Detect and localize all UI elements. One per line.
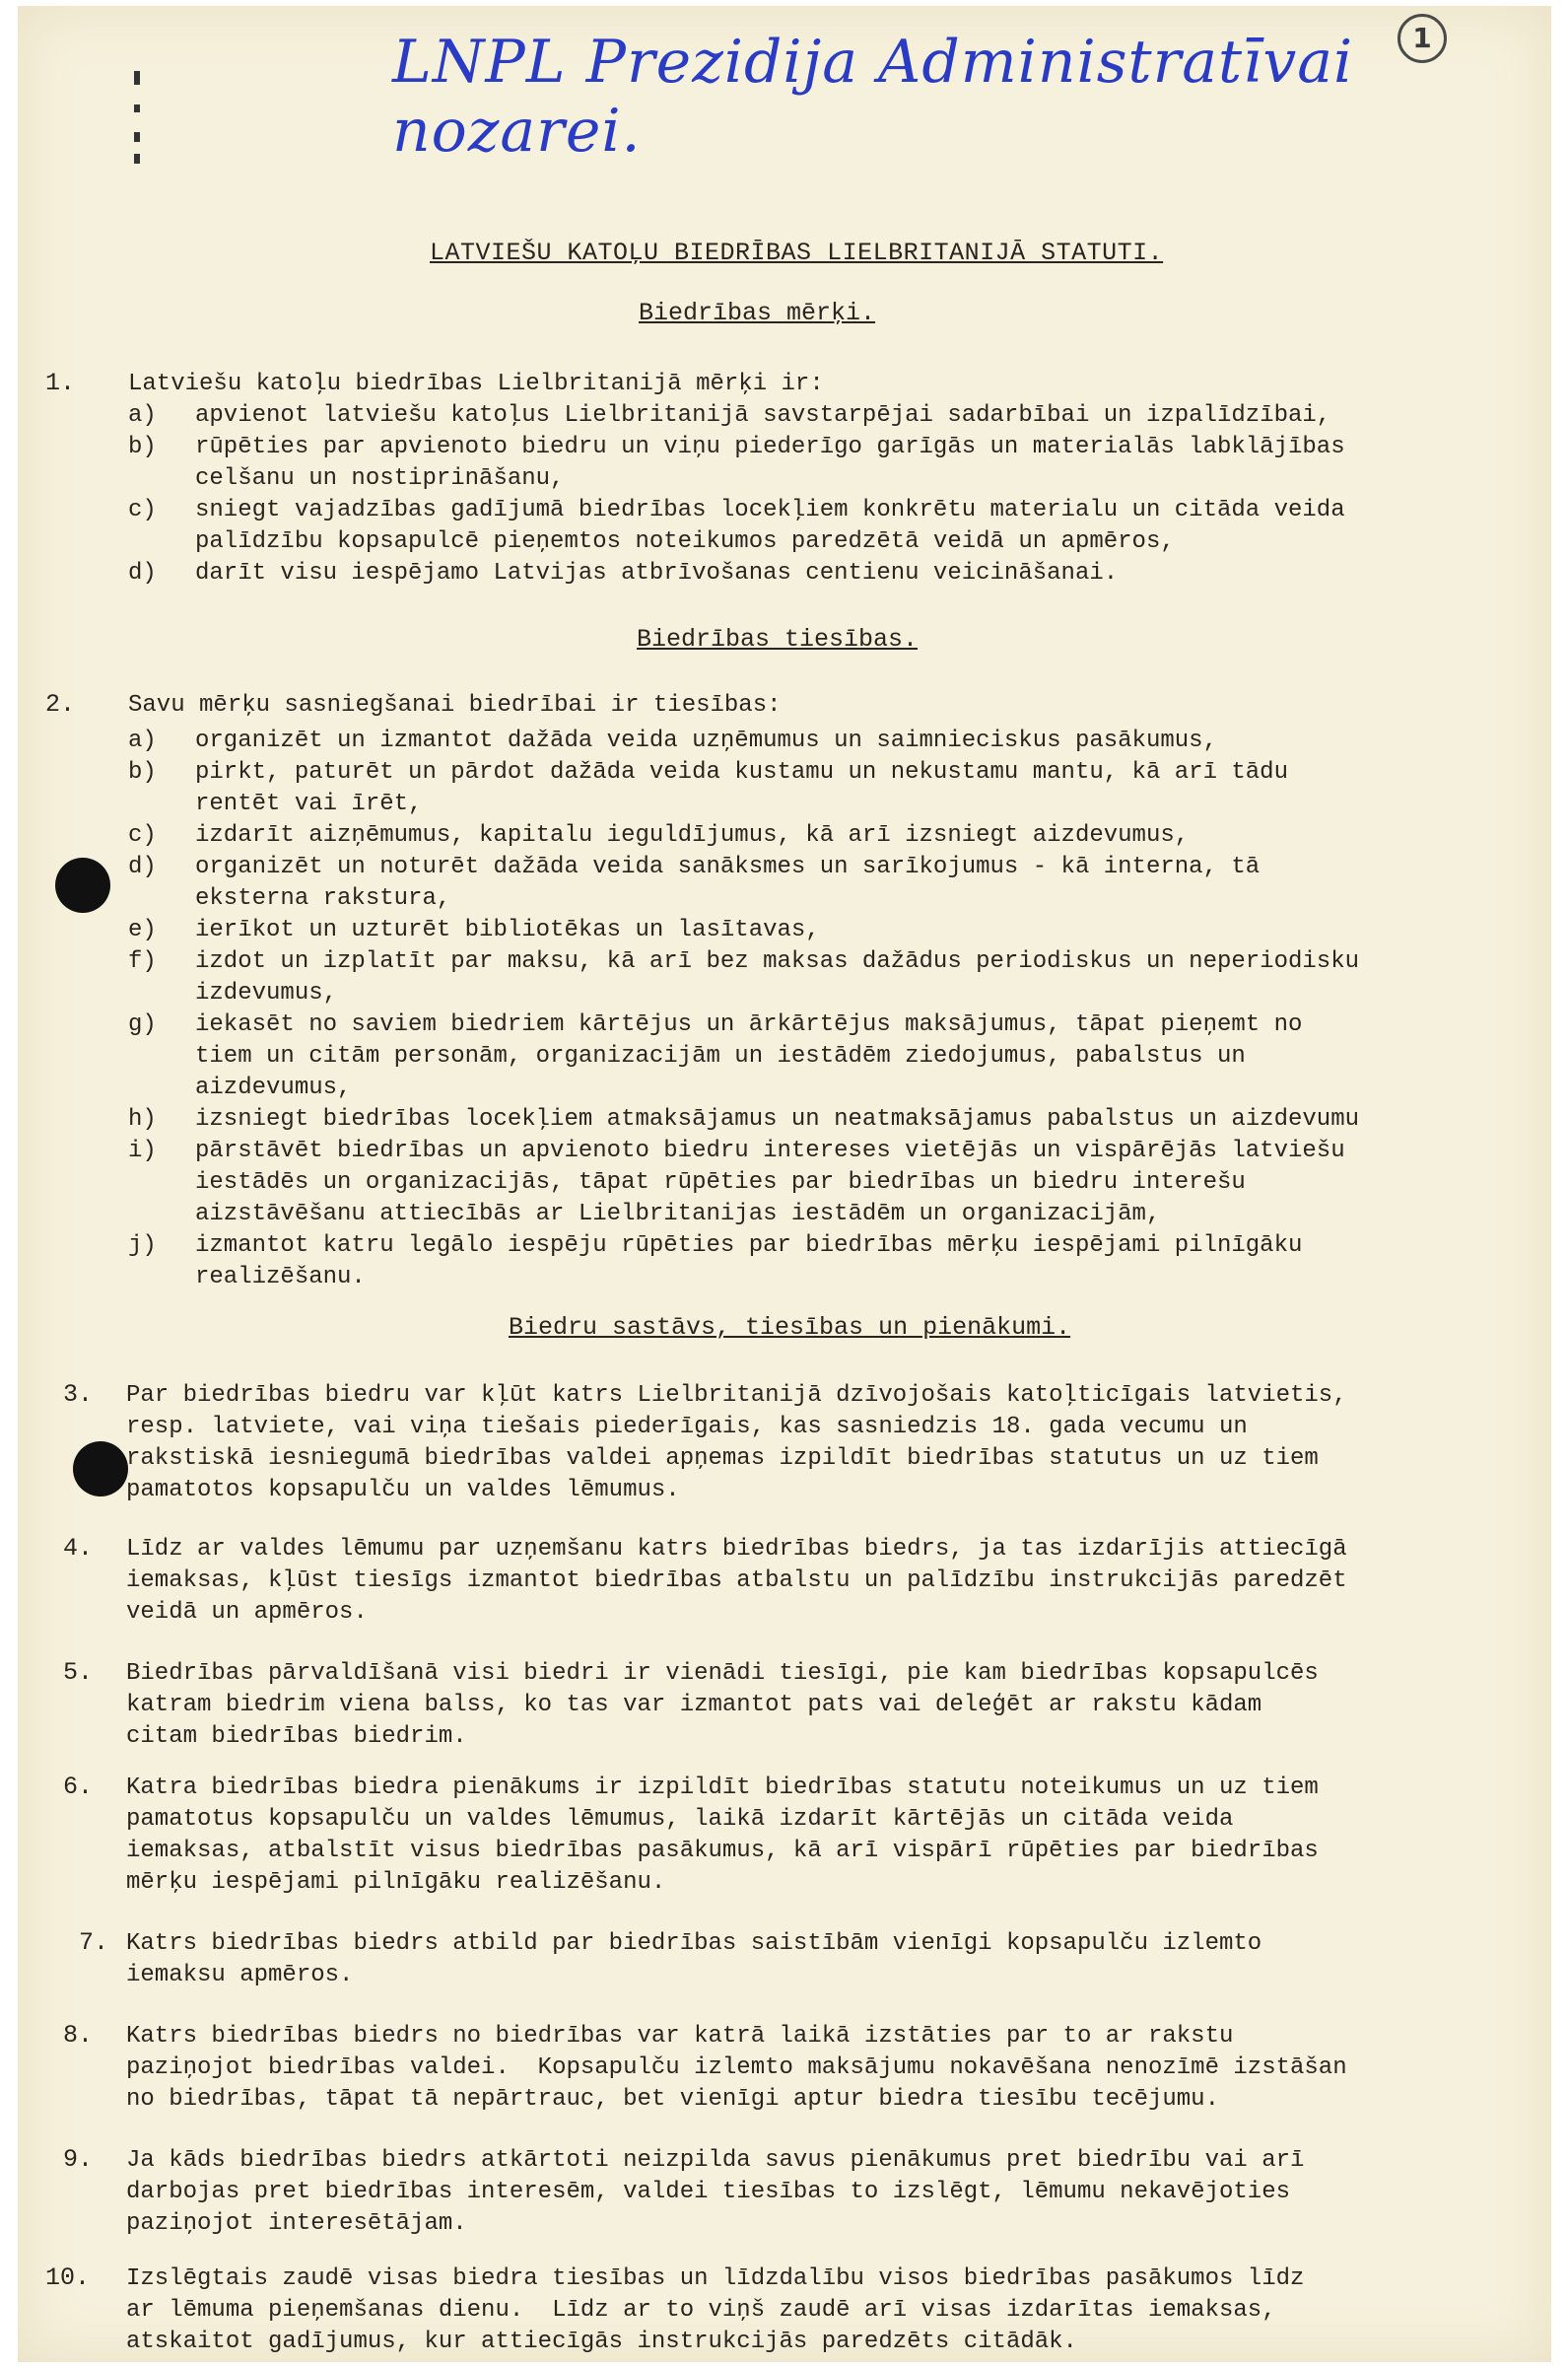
paragraph-number: 9. <box>63 2145 94 2174</box>
paragraph-text: Ja kāds biedrības biedrs atkārtoti neizpilda savus pienākumus pret biedrību vai arī darbojas pret biedrības interesēm, valdei tiesības to izslēgt, lēmumu nekavējoties paziņojot interesētājam. <box>126 2147 1305 2237</box>
list-item-letter: h) <box>128 1106 157 1133</box>
list-item-letter: c) <box>128 822 157 849</box>
list-item-text: organizēt un noturēt dažāda veida sanāksmes un sarīkojumus - kā interna, tā eksterna rakstura, <box>195 854 1261 912</box>
section-heading-tiesibas: Biedrības tiesības. <box>637 625 919 654</box>
paragraph-text: Biedrības pārvaldīšanā visi biedri ir vienādi tiesīgi, pie kam biedrības kopsapulcēs katram biedrim viena balss, ko tas var izmantot pats vai deleģēt ar rakstu kādam citam biedrības biedrim. <box>126 1660 1319 1750</box>
list-item-text: ierīkot un uzturēt bibliotēkas un lasītavas, <box>195 917 820 943</box>
paragraph-text: Katrs biedrības biedrs no biedrības var katrā laikā izstāties par to ar rakstu paziņojot biedrības valdei. Kopsapulču izlemto maksājumu nokavēšana nenozīmē izstāšan no biedrības, tāpat tā nepārtrauc, bet vienīgi aptur biedra tiesību tecējumu. <box>126 2023 1347 2113</box>
margin-mark <box>134 132 140 142</box>
list-item-letter: d) <box>128 854 157 880</box>
paragraph-text: Latviešu katoļu biedrības Lielbritanijā mērķi ir: <box>128 371 824 397</box>
list-item-text: organizēt un izmantot dažāda veida uzņēmumus un saimnieciskus pasākumus, <box>195 728 1217 754</box>
list-item-text: sniegt vajadzības gadījumā biedrības locekļiem konkrētu materialu un citāda veida palīdzību kopsapulcē pieņemtos noteikumos paredzētā veidā un apmēros, <box>195 497 1345 555</box>
paragraph-number: 7. <box>79 1928 109 1957</box>
list-item-letter: c) <box>128 497 157 523</box>
punch-hole <box>73 1441 128 1496</box>
list-item-text: izmantot katru legālo iespēju rūpēties par biedrības mērķu iespējami pilnīgāku realizēšanu. <box>195 1232 1303 1290</box>
paragraph-number: 8. <box>63 2021 94 2050</box>
document-title: LATVIEŠU KATOĻU BIEDRĪBAS LIELBRITANIJĀ STATUTI. <box>430 239 1164 267</box>
list-item-text: izdot un izplatīt par maksu, kā arī bez maksas dažādus periodiskus un neperiodisku izdevumus, <box>195 948 1359 1007</box>
margin-mark <box>134 154 140 164</box>
paragraph-number: 2. <box>45 690 76 719</box>
paragraph-number: 6. <box>63 1773 94 1801</box>
list-item-text: izsniegt biedrības locekļiem atmaksājamus un neatmaksājamus pabalstus un aizdevumu <box>195 1106 1359 1133</box>
list-item-letter: g) <box>128 1011 157 1038</box>
list-item-letter: b) <box>128 434 157 460</box>
paragraph-text: Savu mērķu sasniegšanai biedrībai ir tiesības: <box>128 692 782 719</box>
list-item-letter: i) <box>128 1138 157 1164</box>
paragraph-number: 5. <box>63 1658 94 1687</box>
paragraph-text: Izslēgtais zaudē visas biedra tiesības un līdzdalību visos biedrības pasākumos līdz ar lēmuma pieņemšanas dienu. Līdz ar to viņš zaudē arī visas izdarītas iemaksas, atskaitot gadījumus, kur attiecīgās instrukcijās paredzēts citādāk. <box>126 2265 1305 2355</box>
paragraph-text: Katra biedrības biedra pienākums ir izpildīt biedrības statutu noteikumus un uz tiem pamatotus kopsapulču un valdes lēmumus, laikā izdarīt kārtējās un citāda veida iemaksas, atbalstīt visus biedrības pasākumus, kā arī vispārī rūpēties par biedrības mērķu iespējami pilnīgāku realizēšanu. <box>126 1774 1319 1896</box>
list-item-letter: a) <box>128 728 157 754</box>
list-item-letter: e) <box>128 917 157 943</box>
paragraph-text: Par biedrības biedru var kļūt katrs Lielbritanijā dzīvojošais katoļticīgais latvietis, resp. latviete, vai viņa tiešais piederīgais, kas sasniedzis 18. gada vecumu un rakstiskā iesniegumā biedrības valdei apņemas izpildīt biedrības statutus un uz tiem pamatotos kopsapulču un valdes lēmumus. <box>126 1382 1347 1503</box>
paragraph-text: Katrs biedrības biedrs atbild par biedrības saistībām vienīgi kopsapulču izlemto iemaksu apmēros. <box>126 1930 1262 1988</box>
paragraph-number: 10. <box>45 2263 91 2292</box>
list-item-text: rūpēties par apvienoto biedru un viņu piederīgo garīgās un materialās labklājības celšanu un nostiprināšanu, <box>195 434 1345 492</box>
margin-mark <box>134 71 140 85</box>
list-item-text: apvienot latviešu katoļus Lielbritanijā savstarpējai sadarbībai un izpalīdzībai, <box>195 402 1331 429</box>
handwritten-header: LNPL Prezidija Administratīvai nozarei. <box>392 28 1354 166</box>
paragraph-number: 4. <box>63 1534 94 1563</box>
section-heading-sastavs: Biedru sastāvs, tiesības un pienākumi. <box>509 1313 1071 1342</box>
list-item-text: pirkt, paturēt un pārdot dažāda veida kustamu un nekustamu mantu, kā arī tādu rentēt vai īrēt, <box>195 759 1288 817</box>
list-item-text: izdarīt aizņēmumus, kapitalu ieguldījumus, kā arī izsniegt aizdevumus, <box>195 822 1190 849</box>
paragraph-text: Līdz ar valdes lēmumu par uzņemšanu katrs biedrības biedrs, ja tas izdarījis attiecīgā iemaksas, kļūst tiesīgs izmantot biedrības atbalstu un palīdzību instrukcijās paredzēt veidā un apmēros. <box>126 1536 1347 1626</box>
list-item-letter: d) <box>128 560 157 587</box>
paragraph-number: 1. <box>45 369 76 397</box>
list-item-letter: a) <box>128 402 157 429</box>
document-page <box>18 6 1551 2362</box>
list-item-text: darīt visu iespējamo Latvijas atbrīvošanas centienu veicināšanai. <box>195 560 1119 587</box>
margin-mark <box>134 104 140 112</box>
paragraph-number: 3. <box>63 1380 94 1409</box>
list-item-letter: j) <box>128 1232 157 1259</box>
section-heading-merki: Biedrības mērķi. <box>639 299 876 327</box>
list-item-letter: b) <box>128 759 157 786</box>
punch-hole <box>55 858 110 913</box>
list-item-text: iekasēt no saviem biedriem kārtējus un ārkārtējus maksājumus, tāpat pieņemt no tiem un citām personām, organizacijām un iestādēm ziedojumus, pabalstus un aizdevumus, <box>195 1011 1303 1101</box>
list-item-text: pārstāvēt biedrības un apvienoto biedru intereses vietējās un vispārējās latviešu iestādēs un organizacijās, tāpat rūpēties par biedrības un biedru interešu aizstāvēšanu attiecībās ar Lielbritanijas iestādēm un organizacijām, <box>195 1138 1345 1227</box>
list-item-letter: f) <box>128 948 157 975</box>
page-number-mark: 1 <box>1398 14 1447 63</box>
